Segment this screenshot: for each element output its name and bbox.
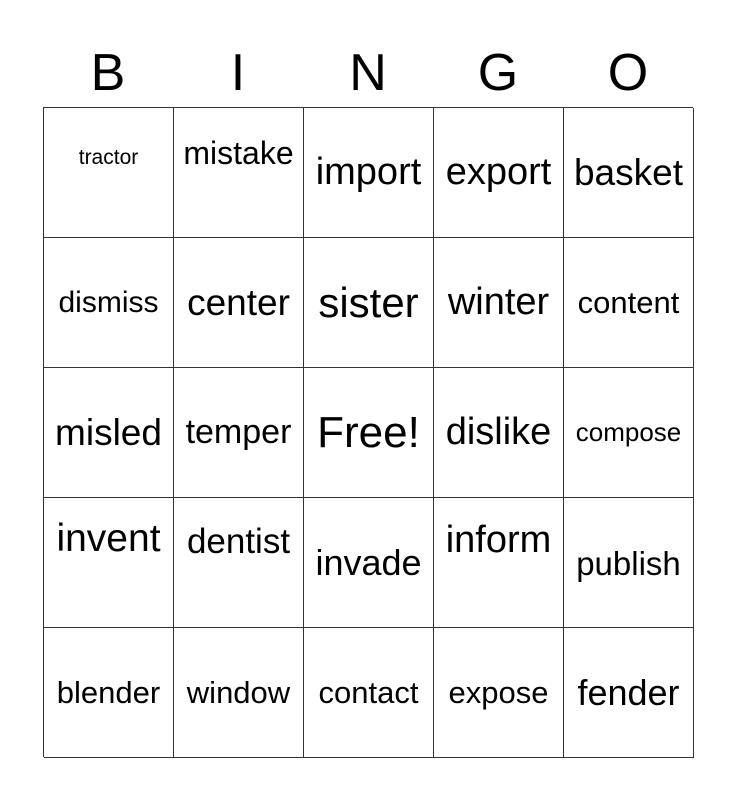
cell-word: dentist [186, 522, 291, 561]
bingo-cell [304, 628, 434, 758]
free-space-cell [304, 368, 434, 498]
cell-word: publish [576, 545, 681, 582]
bingo-cell [564, 238, 694, 368]
bingo-cell [174, 238, 304, 368]
bingo-cell [174, 628, 304, 758]
header-letter-n: N [349, 44, 387, 102]
bingo-cell [434, 238, 564, 368]
cell-word: expose [448, 674, 549, 710]
bingo-board [43, 107, 693, 757]
bingo-cell [564, 628, 694, 758]
cell-word: import [315, 151, 422, 193]
bingo-cell [304, 498, 434, 628]
bingo-cell [434, 108, 564, 238]
bingo-cell [434, 498, 564, 628]
header-letter-i: I [230, 44, 246, 102]
cell-word: mistake [183, 135, 294, 171]
header-letter-o: O [607, 44, 649, 102]
cell-word: inform [445, 519, 552, 561]
bingo-cell [304, 108, 434, 238]
bingo-cell [564, 498, 694, 628]
cell-word: invade [315, 542, 422, 583]
cell-word: misled [55, 411, 162, 453]
bingo-cell [564, 368, 694, 498]
bingo-cell [44, 108, 174, 238]
cell-word: temper [185, 413, 292, 451]
bingo-cell [434, 628, 564, 758]
bingo-cell [44, 238, 174, 368]
cell-word: contact [318, 674, 419, 710]
bingo-cell [174, 108, 304, 238]
bingo-cell [434, 368, 564, 498]
cell-word: center [187, 281, 290, 323]
bingo-cell [564, 108, 694, 238]
cell-word: tractor [78, 146, 139, 169]
cell-word: export [445, 151, 552, 193]
cell-word: basket [573, 151, 683, 193]
cell-word: compose [575, 417, 682, 447]
bingo-cell [174, 368, 304, 498]
cell-word: window [186, 674, 291, 710]
cell-word: blender [56, 674, 161, 710]
cell-word: fender [577, 671, 680, 713]
bingo-cell [44, 498, 174, 628]
cell-word: dislike [445, 411, 552, 453]
free-space-label: Free! [317, 407, 420, 457]
header-letter-b: B [90, 44, 126, 102]
cell-word: winter [447, 281, 550, 323]
header-letter-g: G [477, 44, 519, 102]
bingo-cell [304, 238, 434, 368]
bingo-header [43, 40, 693, 106]
cell-word: dismiss [58, 285, 159, 319]
bingo-cell [44, 368, 174, 498]
cell-word: content [577, 284, 680, 320]
bingo-cell [174, 498, 304, 628]
bingo-cell [44, 628, 174, 758]
cell-word: sister [318, 278, 419, 326]
cell-word: invent [56, 517, 161, 560]
